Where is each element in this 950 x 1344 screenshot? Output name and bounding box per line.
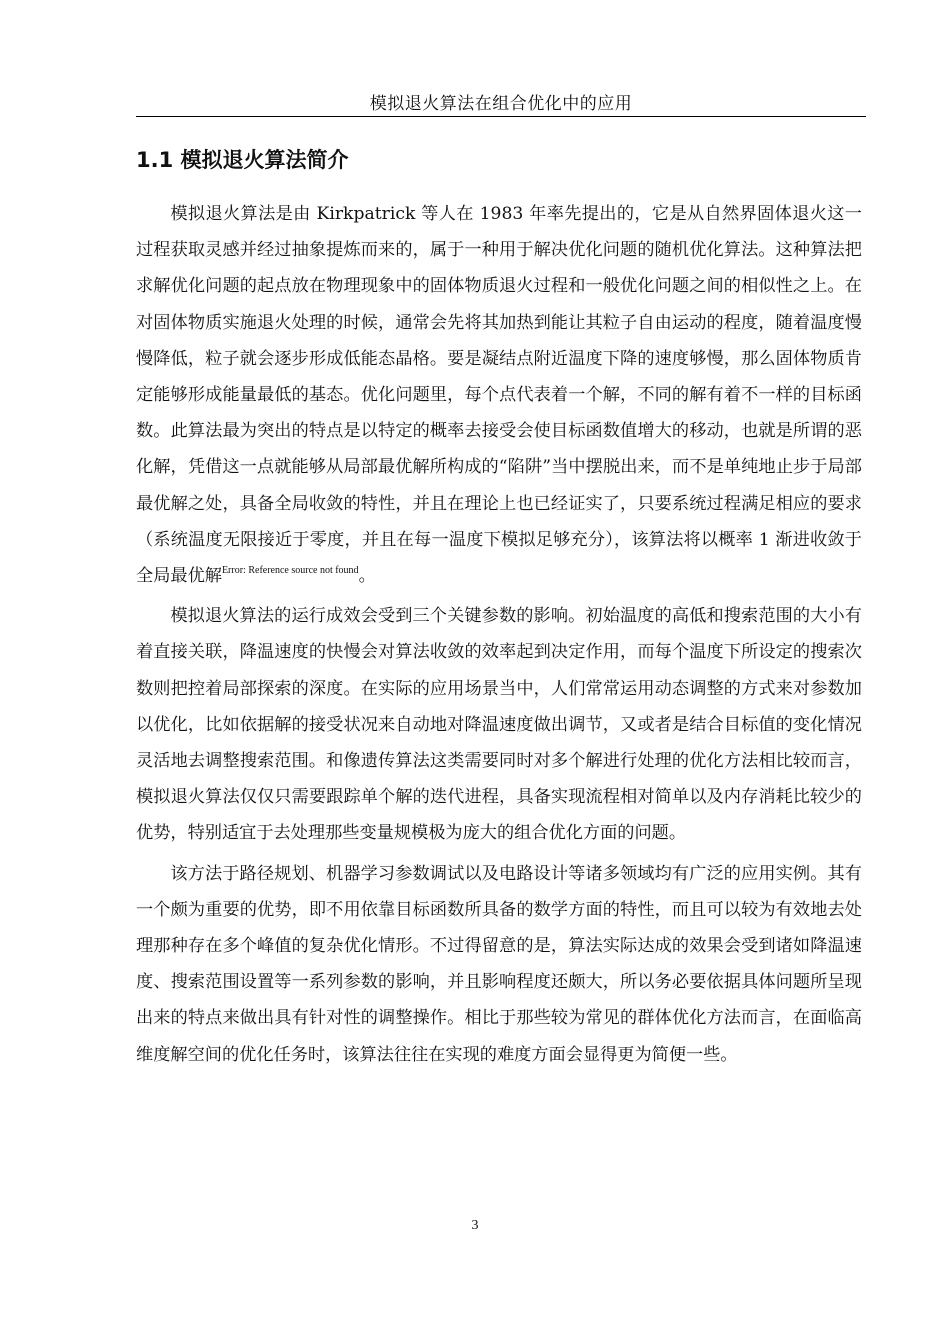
body-text: [136, 196, 862, 1073]
running-header-title: 模拟退火算法在组合优化中的应用: [369, 94, 633, 114]
section-heading: 1.1 模拟退火算法简介: [136, 148, 349, 172]
paragraph-1: [136, 196, 862, 594]
reference-error-note: Error: Reference source not found: [221, 565, 359, 577]
paragraph-2: 模拟退火算法的运行成效会受到三个关键参数的影响。初始温度的高低和搜索范围的大小有着直接关联，降温速度的快慢会对算法收敛的效率起到决定作用，而每个温度下所设定的搜索次数则把控着局部探索的深度。在实际的应用场景当中，人们常常运用动态调整的方式来对参数加以优化，比如依据解的接受状况来自动地对降温速度做出调节，又或者是结合目标值的变化情况灵活地去调整搜索范围。和像遗传算法这类需要同时对多个解进行处理的优化方法相比较而言，模拟退火算法仅仅只需要跟踪单个解的迭代进程，具备实现流程相对简单以及内存消耗比较少的优势，特别适宜于去处理那些变量规模极为庞大的组合优化方面的问题。: [136, 606, 862, 844]
page-number: 3: [471, 1218, 479, 1233]
paragraph-1-end: 。: [358, 566, 376, 587]
paragraph-1-text: 模拟退火算法是由 Kirkpatrick 等人在 1983 年率先提出的，它是从自然界固体退火这一过程获取灵感并经过抽象提炼而来的，属于一种用于解决优化问题的随机优化算法。这种算法把求解优化问题的起点放在物理现象中的固体物质退火过程和一般优化问题之间的相似性之上。在对固体物质实施退火处理的时候，通常会先将其加热到能让其粒子自由运动的程度，随着温度慢慢降低，粒子就会逐步形成低能态晶格。要是凝结点附近温度下降的速度够慢，那么固体物质肯定能够形成能量最低的基态。优化问题里，每个点代表着一个解，不同的解有着不一样的目标函数。此算法最为突出的特点是以特定的概率去接受会使目标函数值增大的移动，也就是所谓的恶化解，凭借这一点就能够从局部最优解所构成的“陷阱”当中摆脱出来，而不是单纯地止步于局部最优解之处，具备全局收敛的特性，并且在理论上也已经证实了，只要系统过程满足相应的要求（系统温度无限接近于零度，并且在每一温度下模拟足够充分），该算法将以概率 1 渐进收敛于全局最优解: [136, 204, 862, 587]
header-divider: [136, 116, 866, 117]
paragraph-3: 该方法于路径规划、机器学习参数调试以及电路设计等诸多领域均有广泛的应用实例。其有一个颇为重要的优势，即不用依靠目标函数所具备的数学方面的特性，而且可以较为有效地去处理那种存在多个峰值的复杂优化情形。不过得留意的是，算法实际达成的效果会受到诸如降温速度、搜索范围设置等一系列参数的影响，并且影响程度还颇大，所以务必要依据具体问题所呈现出来的特点来做出具有针对性的调整操作。相比于那些较为常见的群体优化方法而言，在面临高维度解空间的优化任务时，该算法往往在实现的难度方面会显得更为简便一些。: [136, 863, 862, 1065]
